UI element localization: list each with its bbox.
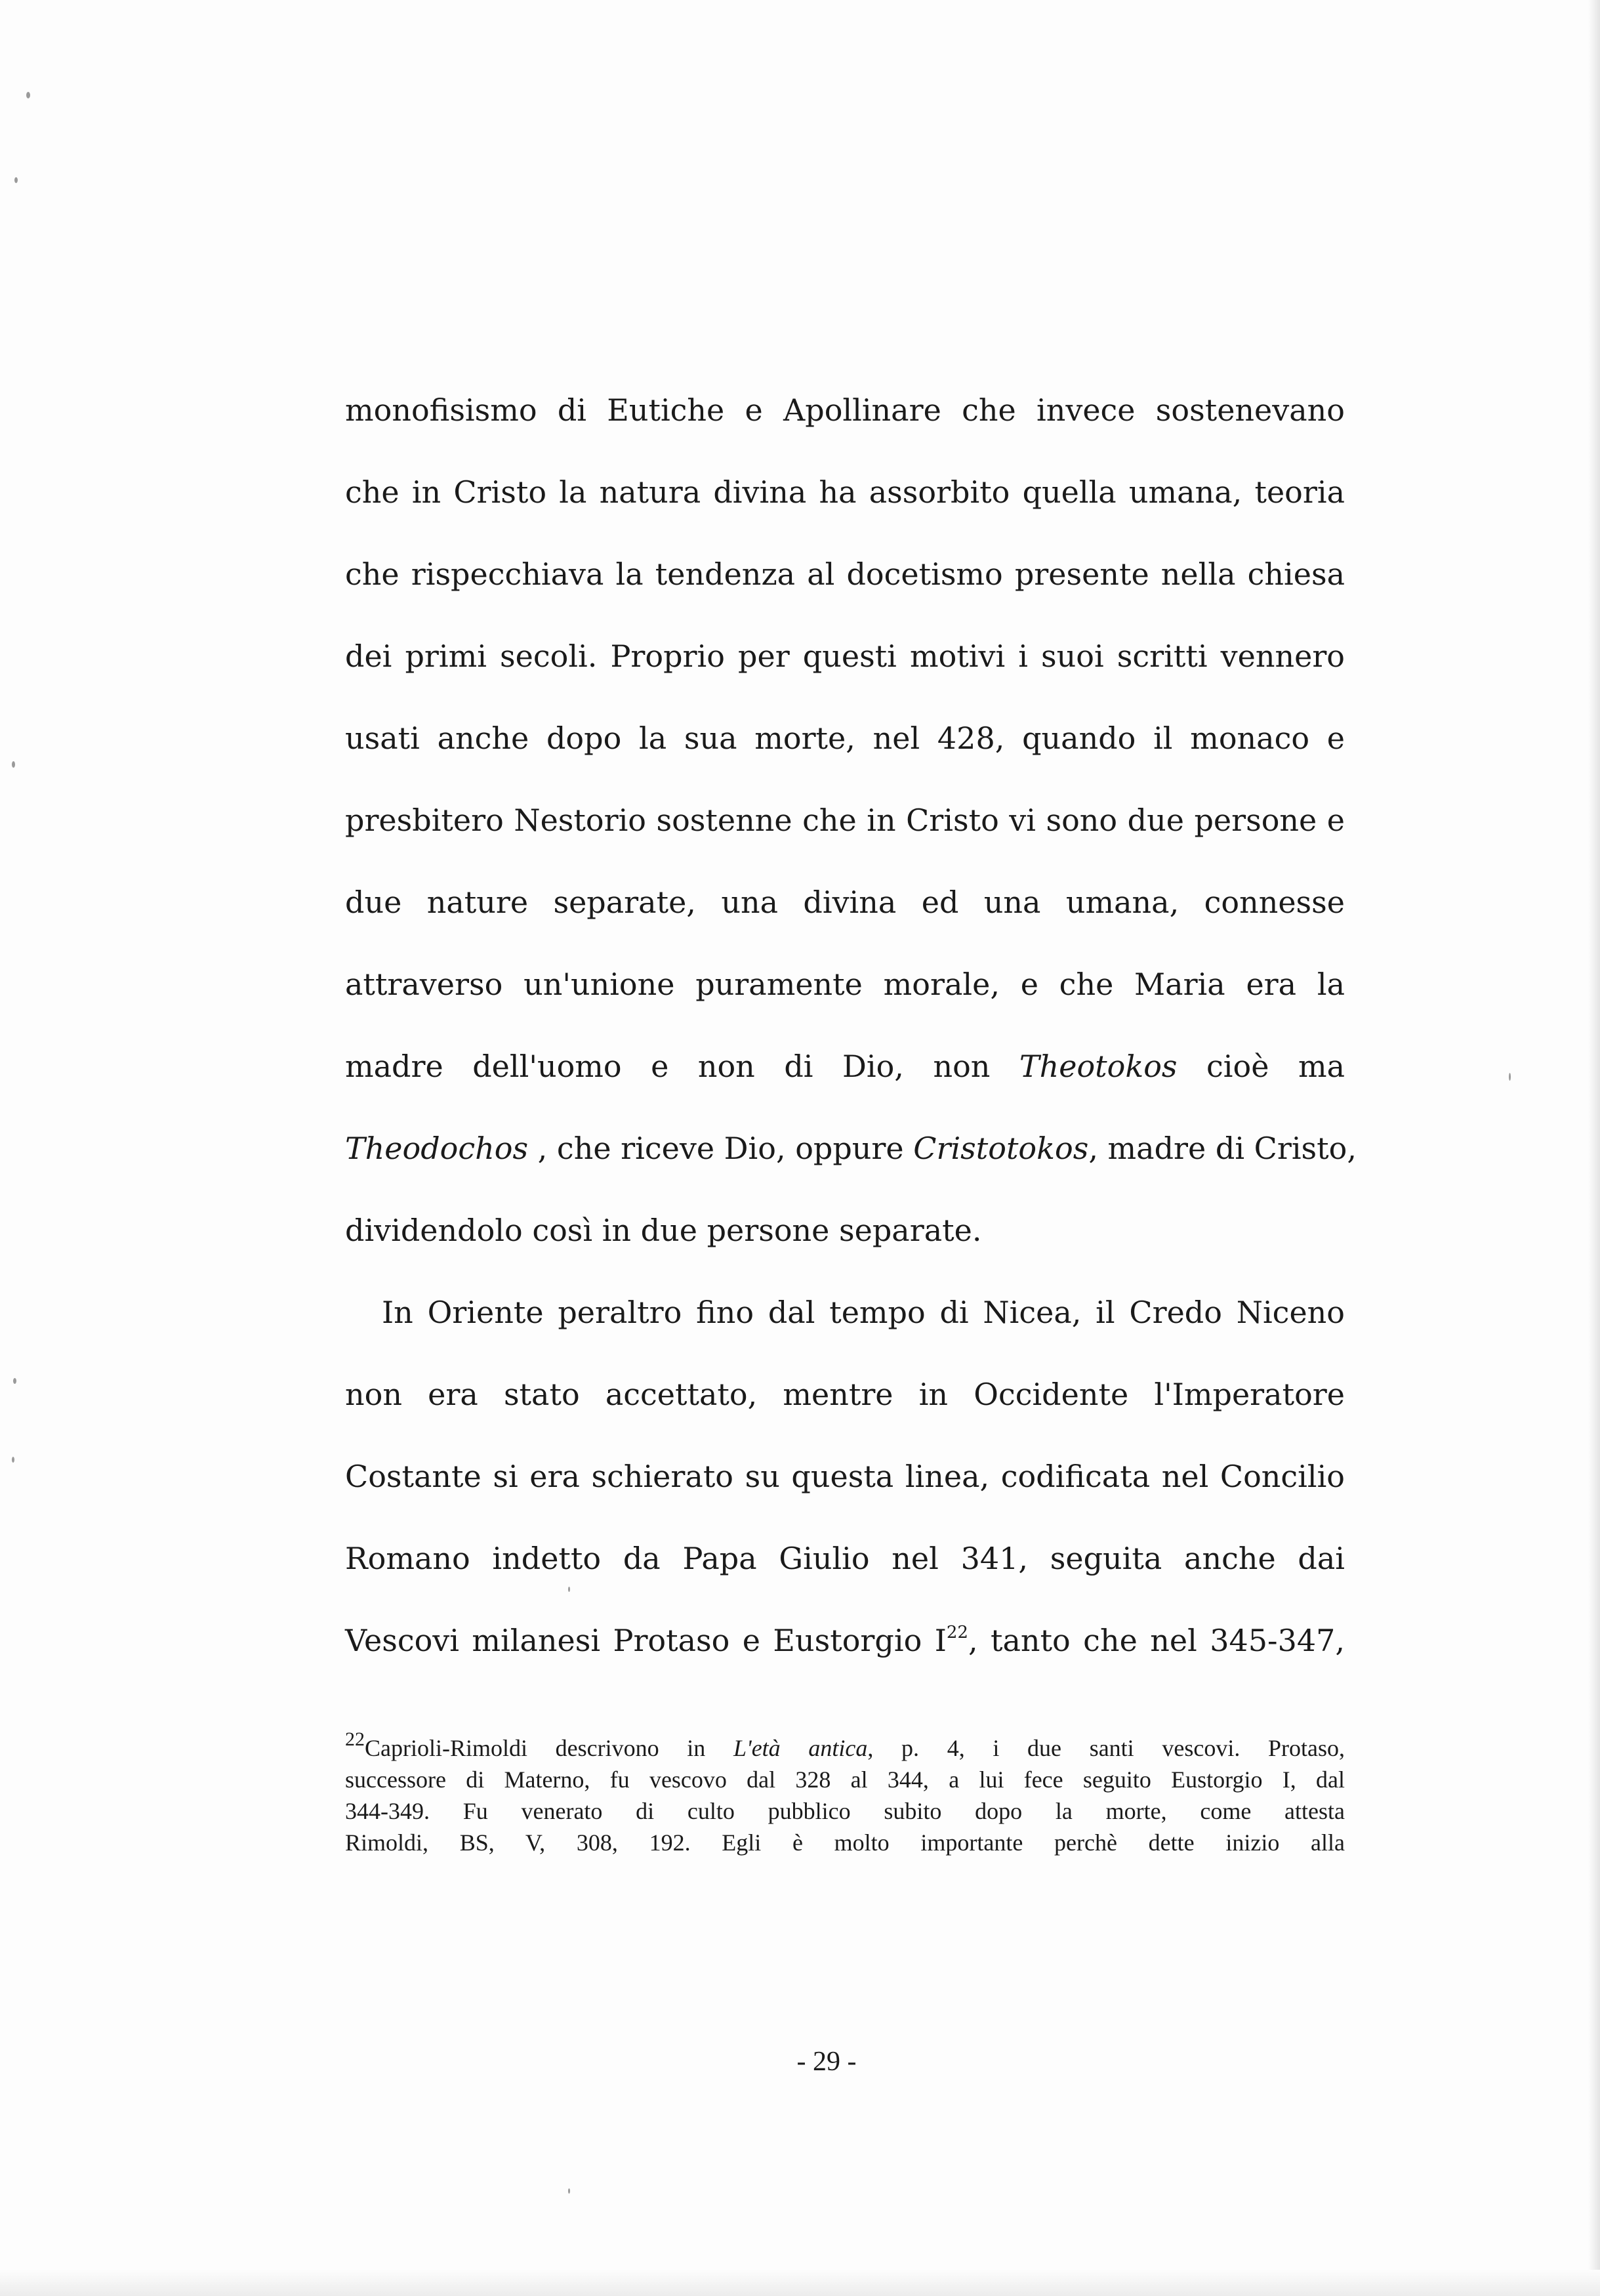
footnote-line: 344-349. Fu venerato di culto pubblico subito dopo la morte, come attesta — [345, 1798, 1345, 1824]
scan-speck — [568, 2188, 570, 2194]
text-run: Caprioli-Rimoldi descrivono in — [365, 1735, 733, 1761]
text-line — [345, 1108, 1357, 1190]
paragraph-start-line: In Oriente peraltro fino dal tempo di Nicea, il Credo Niceno — [382, 1295, 1345, 1330]
text-line: dei primi secoli. Proprio per questi motivi i suoi scritti vennero — [345, 638, 1345, 674]
text-line — [345, 1026, 1345, 1108]
text-line: dividendolo così in due persone separate. — [345, 1213, 982, 1248]
text-line: due nature separate, una divina ed una umana, connesse — [345, 885, 1345, 920]
italic-term: Cristotokos — [913, 1131, 1089, 1166]
scan-speck — [568, 1587, 570, 1592]
italic-term: Theodochos — [345, 1131, 529, 1166]
text-run: cioè ma — [1177, 1049, 1345, 1084]
text-line: Costante si era schierato su questa linea, codificata nel Concilio — [345, 1459, 1345, 1494]
text-line — [345, 1600, 1345, 1682]
text-run: , p. 4, i due santi vescovi. Protaso, — [867, 1735, 1345, 1761]
italic-term: Theotokos — [1019, 1049, 1178, 1084]
text-line: usati anche dopo la sua morte, nel 428, quando il monaco e — [345, 720, 1345, 756]
footnote — [345, 1728, 1345, 1858]
text-line: Romano indetto da Papa Giulio nel 341, seguita anche dai — [345, 1541, 1345, 1576]
text-run: Vescovi milanesi Protaso e Eustorgio I — [345, 1623, 947, 1658]
text-line: monofisismo di Eutiche e Apollinare che invece sostenevano — [345, 392, 1345, 428]
text-line: non era stato accettato, mentre in Occidente l'Imperatore — [345, 1377, 1345, 1412]
scan-edge-bottom — [0, 2270, 1600, 2296]
text-line: che in Cristo la natura divina ha assorbito quella umana, teoria — [345, 474, 1345, 510]
italic-title: L'età antica — [733, 1735, 868, 1761]
text-run: , tanto che nel 345-347, — [968, 1623, 1345, 1658]
text-run: madre dell'uomo e non di Dio, non — [345, 1049, 1019, 1084]
scan-speck — [12, 761, 15, 768]
scan-speck — [14, 177, 18, 183]
footnote-line: Rimoldi, BS, V, 308, 192. Egli è molto importante perchè dette inizio alla — [345, 1829, 1345, 1856]
text-line: che rispecchiava la tendenza al docetismo presente nella chiesa — [345, 556, 1345, 592]
footnote-line: successore di Materno, fu vescovo dal 328 al 344, a lui fece seguito Eustorgio I, dal — [345, 1766, 1345, 1793]
scan-speck — [13, 1378, 16, 1384]
page-number: - 29 - — [796, 2047, 857, 2077]
text-line: attraverso un'unione puramente morale, e che Maria era la — [345, 967, 1345, 1002]
text-line: presbitero Nestorio sostenne che in Cristo vi sono due persone e — [345, 803, 1345, 838]
footnote-line — [345, 1728, 1345, 1764]
text-run: , che riceve Dio, oppure — [528, 1131, 914, 1166]
text-run: , madre di Cristo, — [1088, 1131, 1357, 1166]
footnote-number: 22 — [345, 1728, 365, 1750]
body-text — [345, 369, 1357, 1682]
scan-edge-right — [1588, 0, 1600, 2296]
scan-speck — [1509, 1073, 1511, 1081]
scan-speck — [12, 1457, 14, 1463]
footnote-reference: 22 — [946, 1623, 968, 1642]
scan-speck — [26, 92, 30, 98]
